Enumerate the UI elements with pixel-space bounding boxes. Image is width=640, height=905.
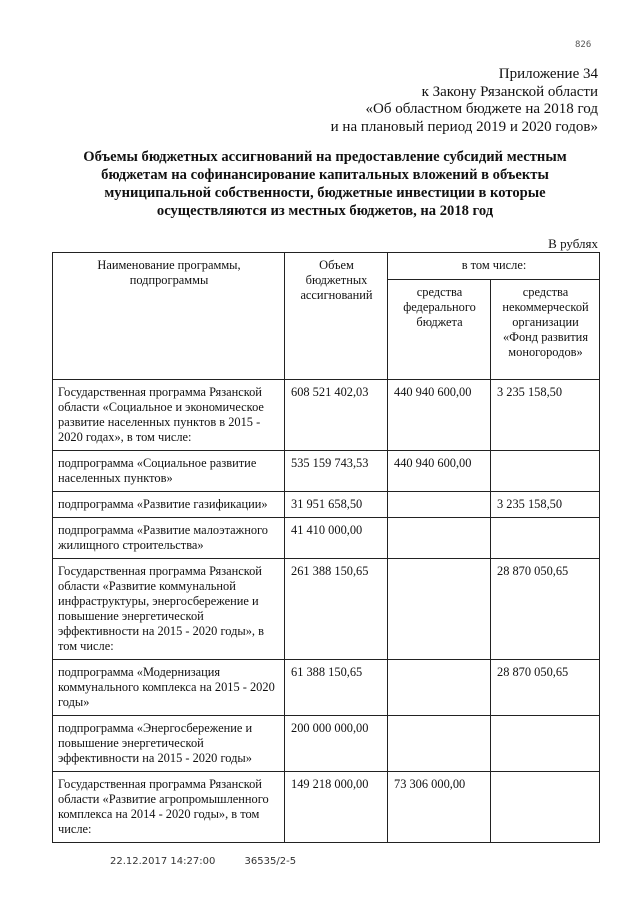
row-name: подпрограмма «Энергосбережение и повышение энергетической эффективности на 2015 - 2020 годы»: [53, 716, 285, 772]
row-name: Государственная программа Рязанской области «Социальное и экономическое развитие населенных пунктов в 2015 - 2020 годах», в том числе:: [53, 380, 285, 451]
table-row: [53, 559, 600, 660]
row-volume: 535 159 743,53: [285, 451, 388, 492]
row-name: Государственная программа Рязанской области «Развитие коммунальной инфраструктуры, энергосбережение и повышение энергетической эффективности на 2015 - 2020 годы», в том числе:: [53, 559, 285, 660]
row-nonprofit: 28 870 050,65: [491, 559, 600, 660]
title-line: осуществляются из местных бюджетов, на 2018 год: [156, 203, 494, 219]
appendix-line: и на плановый период 2019 и 2020 годов»: [330, 118, 598, 135]
table-row: [53, 492, 600, 518]
row-volume: 200 000 000,00: [285, 716, 388, 772]
row-name: Государственная программа Рязанской области «Развитие агропромышленного комплекса на 2014 - 2020 годы», в том числе:: [53, 772, 285, 843]
row-name: подпрограмма «Модернизация коммунального комплекса на 2015 - 2020 годы»: [53, 660, 285, 716]
row-federal: [388, 518, 491, 559]
row-federal: 440 940 600,00: [388, 451, 491, 492]
row-volume: 41 410 000,00: [285, 518, 388, 559]
row-nonprofit: [491, 451, 600, 492]
footer: [110, 856, 322, 867]
row-federal: 73 306 000,00: [388, 772, 491, 843]
table-row: [53, 380, 600, 451]
row-federal: 440 940 600,00: [388, 380, 491, 451]
header-volume: Объем бюджетных ассигнований: [285, 253, 388, 380]
row-nonprofit: 3 235 158,50: [491, 380, 600, 451]
title-line: Объемы бюджетных ассигнований на предоставление субсидий местным: [83, 149, 567, 165]
header-including: в том числе:: [388, 253, 600, 280]
table-row: [53, 451, 600, 492]
header-name: Наименование программы, подпрограммы: [53, 253, 285, 380]
appendix-line: к Закону Рязанской области: [421, 83, 598, 100]
row-volume: 31 951 658,50: [285, 492, 388, 518]
row-name: подпрограмма «Развитие малоэтажного жилищного строительства»: [53, 518, 285, 559]
row-name: подпрограмма «Развитие газификации»: [53, 492, 285, 518]
title-line: бюджетам на софинансирование капитальных вложений в объекты: [101, 167, 549, 183]
footer-doc-code: 36535/2-5: [244, 856, 297, 867]
appendix-block: [268, 66, 598, 136]
table-row: [53, 660, 600, 716]
table-row: [53, 772, 600, 843]
row-nonprofit: [491, 772, 600, 843]
document-title: [60, 148, 590, 220]
title-line: муниципальной собственности, бюджетные инвестиции в которые: [104, 185, 546, 201]
row-name: подпрограмма «Социальное развитие населенных пунктов»: [53, 451, 285, 492]
header-nonprofit: средства некоммерческой организации «Фонд развития моногородов»: [491, 280, 600, 380]
row-nonprofit: [491, 518, 600, 559]
row-volume: 61 388 150,65: [285, 660, 388, 716]
table-row: [53, 518, 600, 559]
row-federal: [388, 492, 491, 518]
footer-timestamp: 22.12.2017 14:27:00: [110, 856, 216, 867]
row-volume: 261 388 150,65: [285, 559, 388, 660]
row-federal: [388, 559, 491, 660]
appendix-line: «Об областном бюджете на 2018 год: [365, 101, 598, 117]
header-federal: средства федерального бюджета: [388, 280, 491, 380]
budget-table: [52, 252, 600, 843]
row-nonprofit: [491, 716, 600, 772]
row-volume: 149 218 000,00: [285, 772, 388, 843]
row-nonprofit: 28 870 050,65: [491, 660, 600, 716]
row-nonprofit: 3 235 158,50: [491, 492, 600, 518]
row-federal: [388, 660, 491, 716]
row-volume: 608 521 402,03: [285, 380, 388, 451]
page-number: 826: [575, 40, 592, 50]
row-federal: [388, 716, 491, 772]
appendix-line: Приложение 34: [498, 66, 598, 82]
units-label: В рублях: [548, 236, 598, 251]
table-row: [53, 716, 600, 772]
